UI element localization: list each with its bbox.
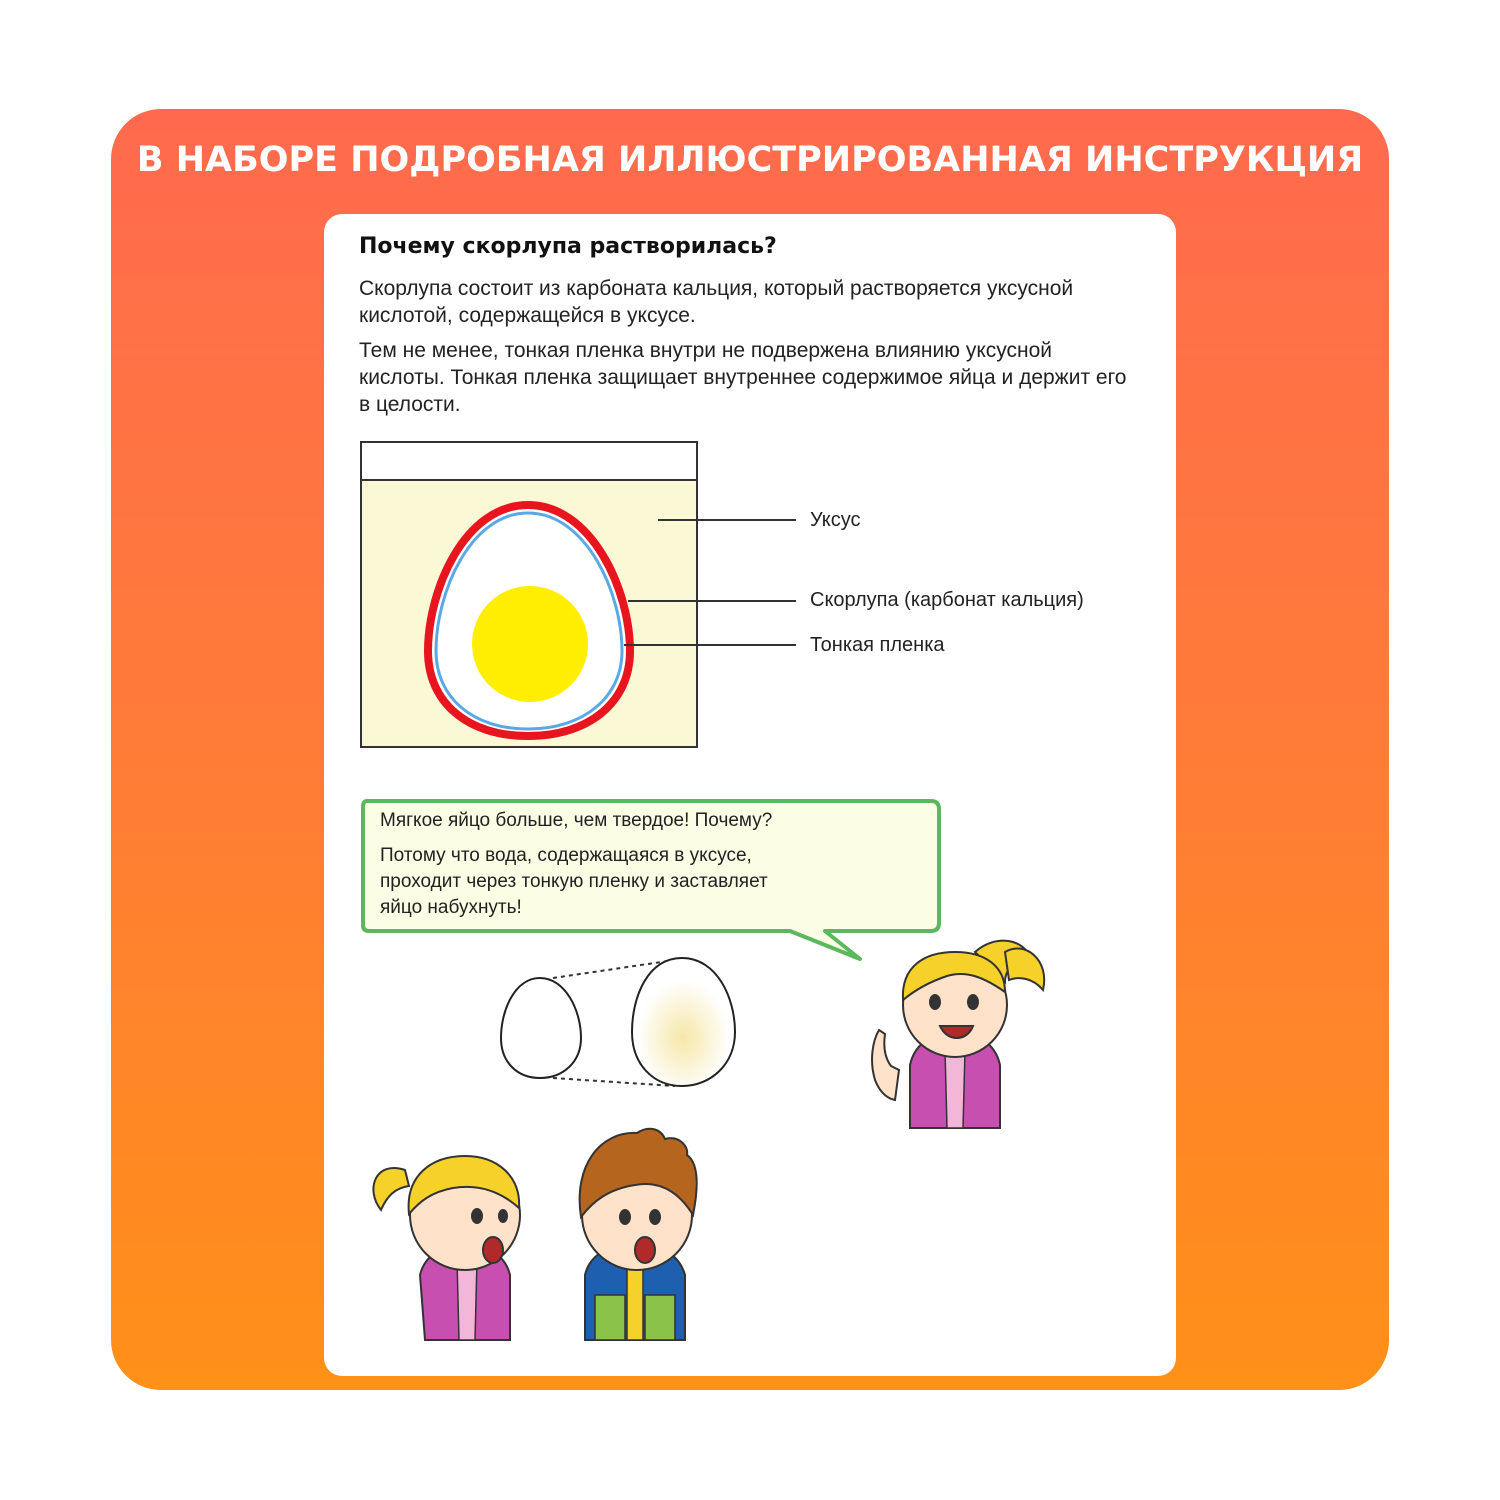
bubble-answer-line-3: яйцо набухнуть! (380, 897, 522, 918)
boy-surprised-illustration (545, 1125, 725, 1345)
bubble-answer-line-1: Потому что вода, содержащаяся в уксусе, (380, 845, 752, 866)
paragraph-membrane: Тем не менее, тонкая пленка внутри не подвержена влиянию уксусной кислоты. Тонкая пленка защищает внутреннее содержимое яйца и держит его в целости. (359, 339, 1127, 416)
page-heading: Почему скорлупа растворилась? (359, 234, 777, 259)
label-vinegar: Уксус (810, 509, 861, 531)
bubble-question: Мягкое яйцо больше, чем твердое! Почему? (380, 810, 773, 831)
label-shell: Скорлупа (карбонат кальция) (810, 589, 1084, 611)
small-egg (501, 978, 581, 1078)
diagram-leader-lines (620, 500, 810, 660)
girl-pointing-illustration (855, 930, 1055, 1130)
label-membrane: Тонкая пленка (810, 634, 945, 656)
egg-yolk (472, 586, 588, 702)
banner-title: В НАБОРЕ ПОДРОБНАЯ ИЛЛЮСТРИРОВАННАЯ ИНСТРУКЦИЯ (136, 140, 1364, 180)
swollen-egg (632, 958, 735, 1086)
girl-surprised-illustration (365, 1130, 545, 1345)
bubble-answer-line-2: проходит через тонкую пленку и заставляет (380, 871, 768, 892)
egg-size-comparison (495, 950, 745, 1090)
paragraph-shell-composition: Скорлупа состоит из карбоната кальция, который растворяется уксусной кислотой, содержащейся в уксусе. (359, 277, 1074, 327)
